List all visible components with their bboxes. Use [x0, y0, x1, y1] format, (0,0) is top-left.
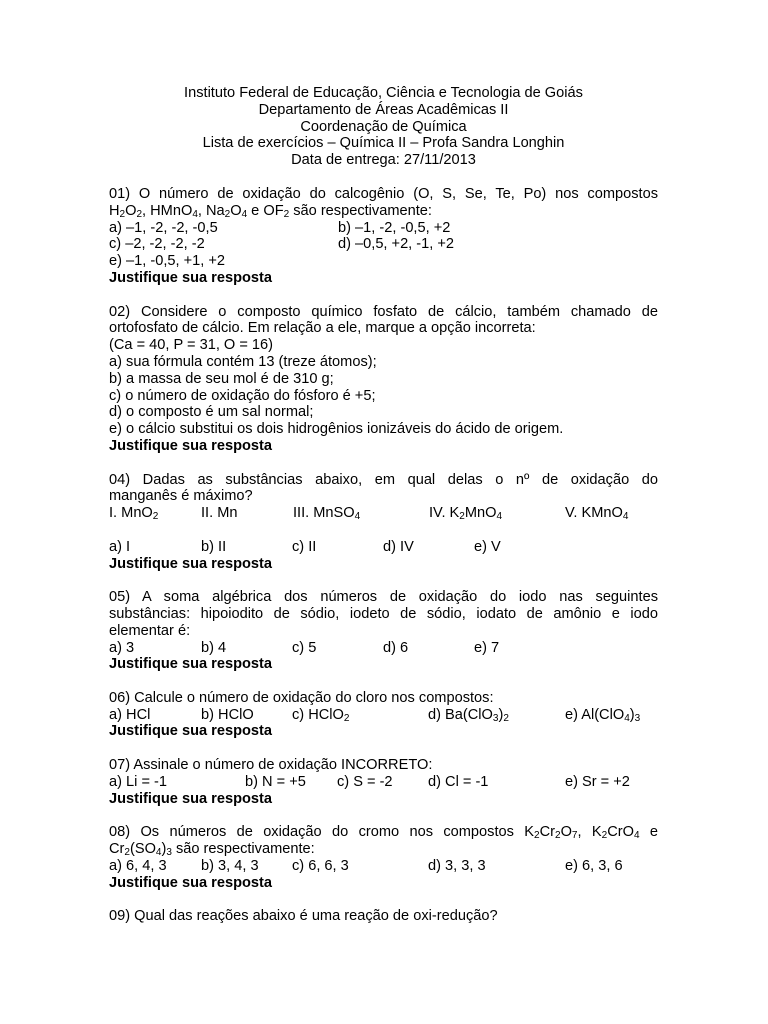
option-b: b) HClO [201, 706, 254, 723]
substance-i: I. MnO$_2$ [109, 505, 159, 523]
justify-label: Justifique sua resposta [109, 555, 273, 572]
option-d: d) 3, 3, 3 [428, 857, 486, 874]
question-07-options [109, 774, 658, 791]
substance-iii: III. MnSO$_4$ [293, 505, 361, 523]
option-d: d) –0,5, +2, -1, +2 [338, 236, 455, 253]
option-c: c) 5 [292, 639, 317, 656]
option-a: a) 3 [109, 639, 135, 656]
option-a: a) I [109, 538, 131, 555]
question-01-stem-line2: $H_2O_2$, HMnO$_4$, $Na_2O_4$ e $OF_2$ são respectivamente: [109, 202, 432, 220]
option-a: a) –1, -2, -2, -0,5 [109, 219, 218, 236]
question-02 [109, 304, 658, 455]
question-06 [109, 690, 658, 740]
option-d: d) o composto é um sal normal; [109, 404, 314, 421]
question-02-data: (Ca = 40, P = 31, O = 16) [109, 337, 274, 354]
question-04-substances [109, 505, 658, 522]
list-title: Lista de exercícios – Química II – Profa Sandra Longhin [202, 135, 565, 152]
option-e: e) $Al(ClO_4)_3$ [565, 706, 641, 724]
question-04-options [109, 539, 658, 556]
department-name: Departamento de Áreas Acadêmicas II [258, 101, 509, 118]
option-b: b) a massa de seu mol é de 310 g; [109, 370, 334, 387]
option-b: b) 4 [201, 639, 227, 656]
option-a: a) Li = -1 [109, 773, 167, 790]
question-04-stem-line2: manganês é máximo? [109, 488, 253, 505]
question-09-stem: 09) Qual das reações abaixo é uma reação de oxi-redução? [109, 908, 498, 925]
option-d: d) 6 [383, 639, 409, 656]
question-05-stem-line1: 05) A soma algébrica dos números de oxidação do iodo nas seguintes [109, 589, 658, 606]
question-01-stem-line1: 01) O número de oxidação do calcogênio (O, S, Se, Te, Po) nos compostos [109, 185, 658, 202]
option-c: c) o número de oxidação do fósforo é +5; [109, 387, 376, 404]
option-a: a) 6, 4, 3 [109, 857, 167, 874]
question-05-stem-line2: substâncias: hipoiodito de sódio, iodeto de sódio, iodato de amônio e iodo [109, 605, 658, 622]
option-e: e) 7 [474, 639, 500, 656]
question-01-options-row1 [109, 220, 658, 237]
question-05 [109, 589, 658, 673]
option-e: e) o cálcio substitui os dois hidrogênios ionizáveis do ácido de origem. [109, 421, 564, 438]
question-04-stem-line1: 04) Dadas as substâncias abaixo, em qual delas o nº de oxidação do [109, 471, 658, 488]
question-01 [109, 186, 658, 287]
coordination-name: Coordenação de Química [300, 118, 467, 135]
document-header [109, 85, 658, 169]
justify-label: Justifique sua resposta [109, 656, 273, 673]
question-08-stem-line1: 08) Os números de oxidação do cromo nos compostos $K_2Cr_2O_7$, $K_2CrO_4$ e [109, 824, 659, 842]
option-c: c) 6, 6, 3 [292, 857, 349, 874]
question-08-stem-line2: $Cr_2(SO_4)_3$ são respectivamente: [109, 841, 315, 859]
option-e: e) V [474, 538, 501, 555]
question-07-stem: 07) Assinale o número de oxidação INCORRETO: [109, 757, 433, 774]
option-c: c) –2, -2, -2, -2 [109, 236, 205, 253]
substance-v: V. KMnO$_4$ [565, 505, 629, 523]
substance-iv: IV. $K_2MnO_4$ [429, 505, 503, 523]
question-06-options [109, 707, 658, 724]
option-c: c) HClO$_2$ [292, 706, 350, 724]
justify-label: Justifique sua resposta [109, 437, 273, 454]
option-b: b) –1, -2, -0,5, +2 [338, 219, 451, 236]
option-e: e) –1, -0,5, +1, +2 [109, 253, 226, 270]
option-a: a) HCl [109, 706, 151, 723]
institution-name: Instituto Federal de Educação, Ciência e Tecnologia de Goiás [184, 85, 583, 101]
justify-label: Justifique sua resposta [109, 269, 273, 286]
question-08 [109, 824, 658, 891]
option-d: d) IV [383, 538, 414, 555]
option-c: c) S = -2 [337, 773, 393, 790]
question-08-options [109, 858, 658, 875]
question-02-stem-line1: 02) Considere o composto químico fosfato de cálcio, também chamado de [109, 303, 658, 320]
justify-label: Justifique sua resposta [109, 874, 273, 891]
option-b: b) 3, 4, 3 [201, 857, 259, 874]
option-b: b) N = +5 [245, 773, 306, 790]
justify-label: Justifique sua resposta [109, 790, 273, 807]
option-e: e) Sr = +2 [565, 773, 630, 790]
question-05-stem-line3: elementar é: [109, 622, 191, 639]
option-c: c) II [292, 538, 317, 555]
option-e: e) 6, 3, 6 [565, 857, 623, 874]
substance-ii: II. Mn [201, 505, 238, 522]
question-02-stem-line2: ortofosfato de cálcio. Em relação a ele, marque a opção incorreta: [109, 320, 536, 337]
option-d: d) Cl = -1 [428, 773, 489, 790]
justify-label: Justifique sua resposta [109, 723, 273, 740]
due-date: Data de entrega: 27/11/2013 [291, 152, 476, 169]
question-09 [109, 908, 658, 925]
document-content [109, 85, 658, 942]
question-06-stem: 06) Calcule o número de oxidação do cloro nos compostos: [109, 689, 494, 706]
question-04 [109, 472, 658, 573]
question-05-options [109, 640, 658, 657]
option-d: d) $Ba(ClO_3)_2$ [428, 706, 509, 724]
question-07 [109, 757, 658, 807]
question-01-options-row2 [109, 236, 658, 253]
option-a: a) sua fórmula contém 13 (treze átomos); [109, 353, 377, 370]
option-b: b) II [201, 538, 227, 555]
